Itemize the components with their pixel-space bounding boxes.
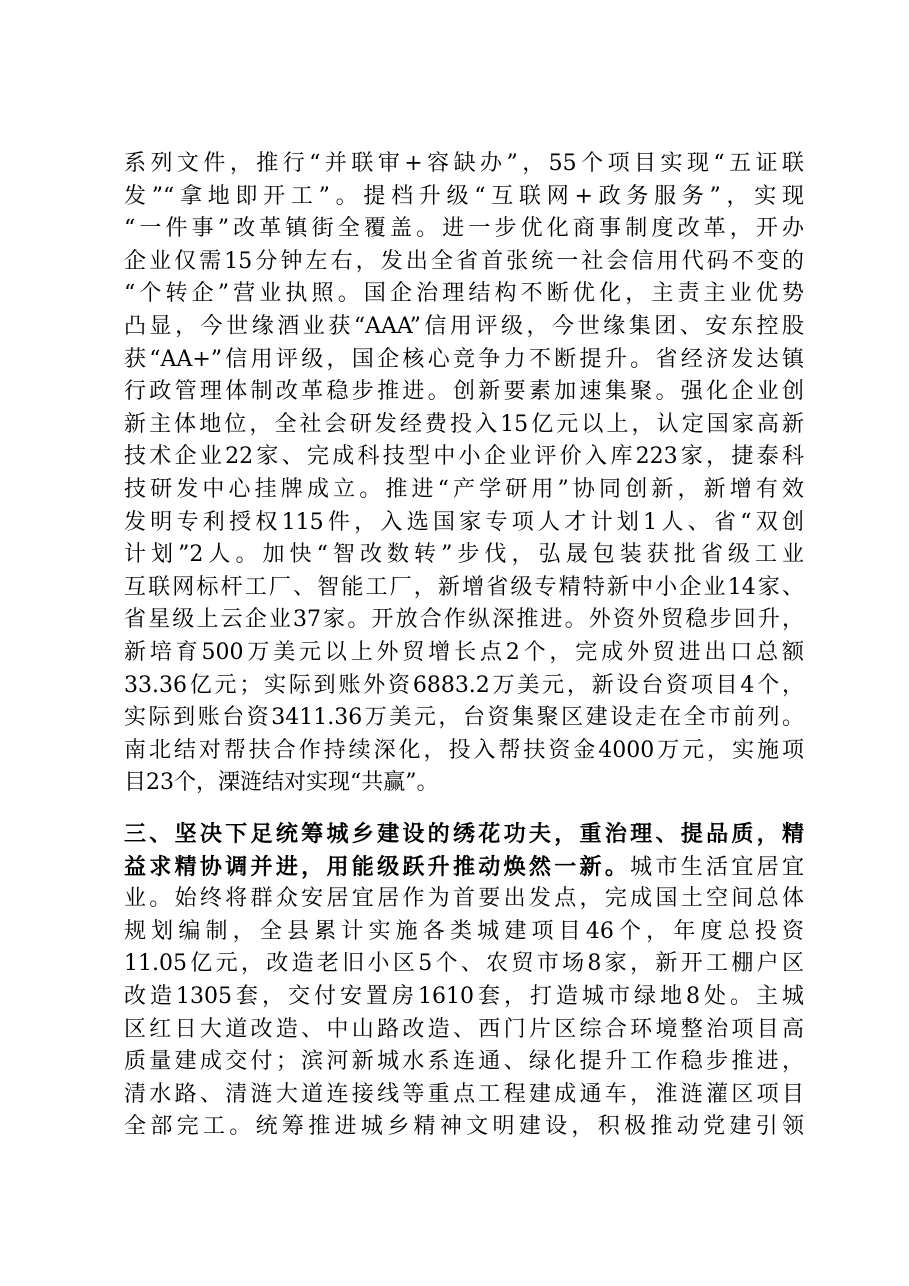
text-line: 行政管理体制改革稳步推进。创新要素加速集聚。强化企业创 (124, 379, 804, 405)
text-line (124, 851, 804, 884)
section-heading-line (124, 818, 804, 851)
text-line: 全部完工。统筹推进城乡精神文明建设，积极推动党建引领 (124, 1114, 804, 1140)
text-line: 南北结对帮扶合作持续深化，投入帮扶资金4000万元，实施项 (124, 737, 804, 763)
text-line: 系列文件，推行“并联审+容缺办”，55个项目实现“五证联 (124, 151, 804, 176)
text-line: 33.36亿元；实际到账外资6883.2万美元，新设台资项目4个， (124, 672, 804, 698)
text-line: 质量建成交付；滨河新城水系连通、绿化提升工作稳步推进， (124, 1049, 804, 1075)
text-line: 省星级上云企业37家。开放合作纵深推进。外资外贸稳步回升， (124, 607, 804, 633)
text-line: 计划”2人。加快“智改数转”步伐，弘晟包装获批省级工业 (124, 542, 804, 568)
text-line: 企业仅需15分钟左右，发出全省首张统一社会信用代码不变的 (124, 248, 804, 274)
text-line: “一件事”改革镇街全覆盖。进一步优化商事制度改革，开办 (124, 216, 804, 242)
text-line: 互联网标杆工厂、智能工厂，新增省级专精特新中小企业14家、 (124, 574, 804, 600)
subheading-text: 城市生活宜居宜 (630, 854, 804, 880)
text-line: 凸显，今世缘酒业获“AAA”信用评级，今世缘集团、安东控股 (124, 313, 804, 339)
text-line: 新培育500万美元以上外贸增长点2个，完成外贸进出口总额 (124, 639, 804, 665)
text-line: 业。始终将群众安居宜居作为首要出发点，完成国土空间总体 (124, 886, 804, 912)
text-line: 清水路、清涟大道连接线等重点工程建成通车，淮涟灌区项目 (124, 1081, 804, 1107)
text-line: 发明专利授权115件，入选国家专项人才计划1人、省“双创 (124, 509, 804, 535)
text-line: 新主体地位，全社会研发经费投入15亿元以上，认定国家高新 (124, 411, 804, 437)
paragraph-reform-innovation (124, 148, 804, 800)
text-line: 获“AA+”信用评级，国企核心竞争力不断提升。省经济发达镇 (124, 346, 804, 372)
text-line: 11.05亿元，改造老旧小区5个、农贸市场8家，新开工棚户区 (124, 951, 804, 977)
text-line: 规划编制，全县累计实施各类城建项目46个，年度总投资 (124, 918, 804, 944)
text-line: 技研发中心挂牌成立。推进“产学研用”协同创新，新增有效 (124, 476, 804, 502)
text-line: 目23个，溧涟结对实现“共赢”。 (124, 770, 439, 796)
section-heading-text: 益求精协调并进，用能级跃升推动焕然一新。 (124, 853, 631, 880)
text-line: 技术企业22家、完成科技型中小企业评价入库223家，捷泰科 (124, 444, 804, 470)
text-line: 实际到账台资3411.36万美元，台资集聚区建设走在全市前列。 (124, 705, 804, 731)
text-line: 发”“拿地即开工”。提档升级“互联网+政务服务”，实现 (124, 183, 804, 209)
text-line: “个转企”营业执照。国企治理结构不断优化，主责主业优势 (124, 281, 804, 307)
section-heading-text: 三、坚决下足统筹城乡建设的绣花功夫，重治理、提品质，精 (124, 821, 804, 847)
text-line: 区红日大道改造、中山路改造、西门片区综合环境整治项目高 (124, 1016, 804, 1042)
paragraph-urban-rural-construction (124, 818, 804, 1144)
text-line: 改造1305套，交付安置房1610套，打造城市绿地8处。主城 (124, 983, 804, 1009)
